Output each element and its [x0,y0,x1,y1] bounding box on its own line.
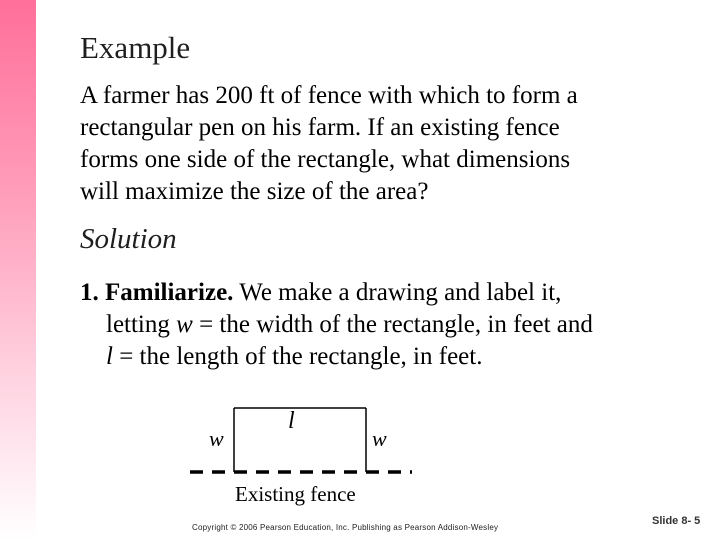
step-text: letting [106,311,177,338]
existing-fence-label: Existing fence [235,482,356,506]
step-text: = the width of the rectangle, in feet and [192,311,593,338]
step-text: We make a drawing and label it, [233,279,562,306]
width-label-right: w [372,426,387,451]
problem-line: forms one side of the rectangle, what dimensions [80,146,571,173]
problem-line: A farmer has 200 ft of fence with which to form a [80,82,578,109]
problem-line: rectangular pen on his farm. If an existing fence [80,114,560,141]
step-number-label: 1. Familiarize. [80,279,234,306]
solution-heading: Solution [80,223,177,255]
problem-line: will maximize the size of the area? [80,178,429,205]
width-label-left: w [209,426,224,451]
slide-number: Slide 8- 5 [652,515,701,527]
step-text: = the length of the rectangle, in feet. [112,343,483,370]
variable-w: w [176,311,193,338]
rectangle-pen [234,408,366,472]
slide-title: Example [80,30,191,65]
variable-l: l [106,343,113,370]
length-label-top: l [288,408,295,434]
copyright-footer: Copyright © 2006 Pearson Education, Inc. Publishing as Pearson Addison-Wesley [192,523,499,532]
